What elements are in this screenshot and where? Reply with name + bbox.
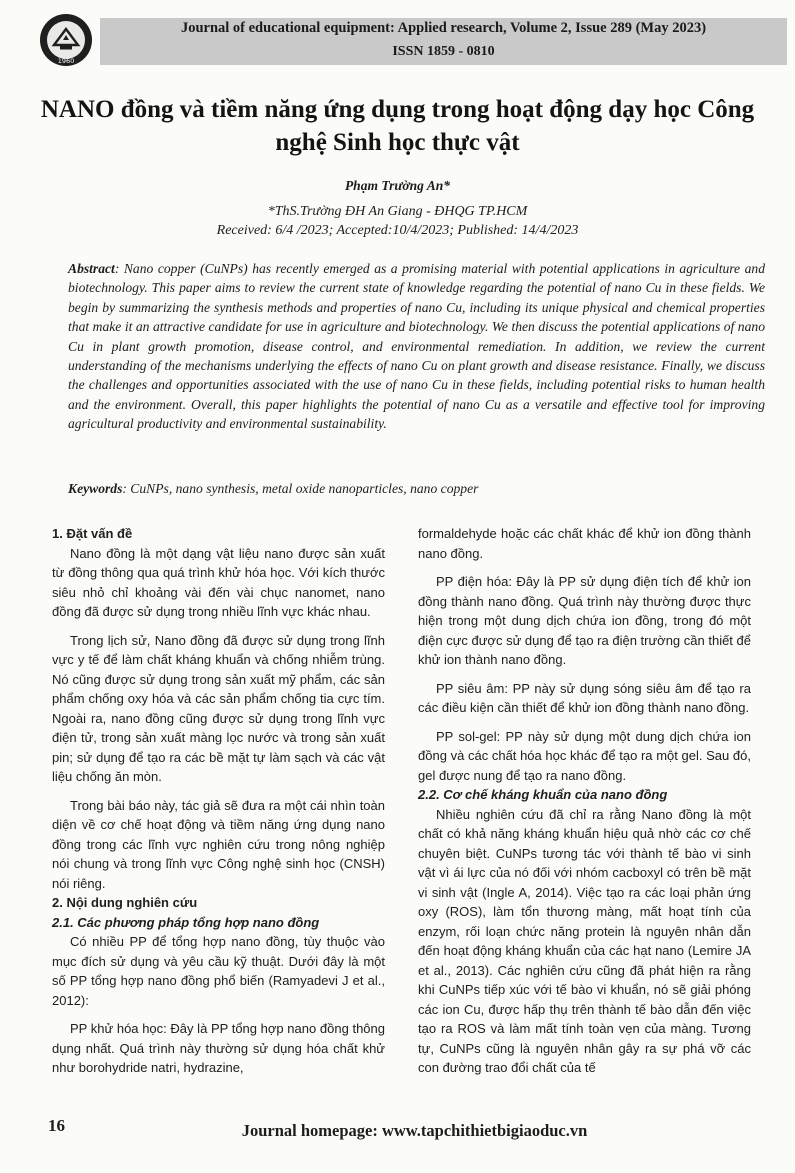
abstract <box>68 259 765 434</box>
page-number: 16 <box>48 1116 65 1135</box>
paragraph: Nano đồng là một dạng vật liệu nano được sản xuất từ đồng thông qua quá trình khử hóa học. Với kích thước siêu nhỏ chỉ khoảng vài đến vài chục nanomet, nano đồng đã được sử dụng trong nhiều lĩnh vực khác nhau. <box>52 545 385 619</box>
logo-year: 1960 <box>57 57 75 65</box>
affiliation: *ThS.Trường ĐH An Giang - ĐHQG TP.HCM <box>267 204 528 219</box>
paragraph: Nhiều nghiên cứu đã chỉ ra rằng Nano đồng là một chất có khả năng kháng khuẩn hiệu quả nhờ các cơ chế chuyên biệt. CuNPs tương tác với thành tế bào vi sinh vật vì ái lực của nó đối với nhóm cacboxyl có trên bề mặt vi sinh vật (Ingle A, 2014). Việc tạo ra các loại phản ứng oxy (ROS), làm tổn thương màng, mất hoạt tính của enzym, rối loạn chức năng protein là nguyên nhân dẫn đến hoạt động kháng khuẩn của các hạt nano (Lemire JA et al., 2013). Các nghiên cứu cũng đã phát hiện ra rằng khi CuNPs tiếp xúc với tế bào vi khuẩn, nó sẽ giải phóng các ion Cu, được hấp thụ trên thành tế bào dẫn đến việc tạo ra ROS và làm mất tính toàn vẹn của màng. Tương tự, CuNPs cũng là nguyên nhân gây ra sự phá vỡ các con đường trao đổi chất của tế <box>418 806 751 1075</box>
section-heading: 1. Đặt vấn đề <box>52 526 133 541</box>
author: Phạm Trường An* <box>344 178 451 193</box>
abstract-text: : Nano copper (CuNPs) has recently emerged as a promising material with potential applications in agriculture and biotechnology. This paper aims to review the current state of knowledge regarding the potential of nano Cu in these fields. We begin by summarizing the synthesis methods and properties of nano Cu, including its unique physical and chemical properties that make it an attractive candidate for use in agriculture and biotechnology. We then discuss the potential applications of nano Cu in plant growth promotion, disease control, and environmental remediation. In addition, we review the current understanding of the mechanisms underlying the effects of nano Cu on plant growth and disease resistance. Finally, we discuss the challenges and opportunities associated with the use of nano Cu in these fields, including potential risks to human health and the environment. Overall, this paper highlights the potential of nano Cu as a versatile and effective tool for improving agricultural productivity and environmental sustainability. <box>68 261 765 432</box>
paragraph: PP siêu âm: PP này sử dụng sóng siêu âm để tạo ra các điều kiện cần thiết để khử ion đồng thành nano đồng. <box>418 680 751 715</box>
article-title: NANO đồng và tiềm năng ứng dụng trong hoạt động dạy học Công nghệ Sinh học thực vật <box>40 96 755 156</box>
paragraph: PP điện hóa: Đây là PP sử dụng điện tích để khử ion đồng thành nano đồng. Quá trình này thường được thực hiện trong một dung dịch chứa ion đồng, trong đó một điện cực được sử dụng để tạo ra điện trường cần thiết để khử ion thành nano đồng. <box>418 574 751 667</box>
journal-logo <box>38 12 94 68</box>
publication-dates: Received: 6/4 /2023; Accepted:10/4/2023; Published: 14/4/2023 <box>216 223 579 238</box>
journal-info: Journal of educational equipment: Applied research, Volume 2, Issue 289 (May 2023) <box>180 20 707 36</box>
journal-homepage: Journal homepage: www.tapchithietbigiaoduc.vn <box>241 1121 588 1140</box>
body-column-left <box>52 524 385 1078</box>
subsection-heading: 2.2. Cơ chế kháng khuẩn của nano đồng <box>418 787 668 802</box>
paragraph: PP sol-gel: PP này sử dụng một dung dịch chứa ion đồng và các chất hóa học khác để tạo ra một gel. Sau đó, gel được nung để tạo ra nano đồng. <box>418 728 751 783</box>
subsection-heading: 2.1. Các phương pháp tổng hợp nano đồng <box>52 914 320 930</box>
paragraph: Có nhiều PP để tổng hợp nano đồng, tùy thuộc vào mục đích sử dụng và yêu cầu kỹ thuật. Dưới đây là một số PP tổng hợp nano đồng phổ biến (Ramyadevi J et al., 2012): <box>52 934 385 1008</box>
paragraph: PP khử hóa học: Đây là PP tổng hợp nano đồng thông dụng nhất. Quá trình này thường sử dụng hóa chất khử như borohydride natri, hydrazine, <box>52 1021 385 1075</box>
abstract-label: Abstract <box>68 261 115 276</box>
header-band <box>100 18 787 65</box>
keywords-label: Keywords <box>68 481 123 496</box>
issn: ISSN 1859 - 0810 <box>392 44 495 59</box>
section-heading: 2. Nội dung nghiên cứu <box>52 895 198 910</box>
body-column-right <box>418 524 751 1078</box>
paragraph: Trong lịch sử, Nano đồng đã được sử dụng trong lĩnh vực y tế để làm chất kháng khuẩn và chống nhiễm trùng. Nó cũng được sử dụng trong sản xuất mỹ phẩm, các sản phẩm chống oxy hóa và các sản phẩm chống tia cực tím. Ngoài ra, nano đồng cũng được sử dụng trong lĩnh vực điện tử, trong sản xuất màng lọc nước và trong sản xuất pin; sử dụng để tạo ra các bề mặt tự làm sạch và các vật liệu chống ăn mòn. <box>52 632 385 784</box>
keywords <box>68 481 765 497</box>
paragraph: formaldehyde hoặc các chất khác để khử ion đồng thành nano đồng. <box>418 526 751 561</box>
keywords-text: : CuNPs, nano synthesis, metal oxide nanoparticles, nano copper <box>122 481 479 496</box>
paragraph: Trong bài báo này, tác giả sẽ đưa ra một cái nhìn toàn diện về cơ chế hoạt động và tiềm năng ứng dụng nano đồng trong các lĩnh vực nghiên cứu trong nông nghiệp nói chung và trong lĩnh vực Công nghệ sinh học (CNSH) nói riêng. <box>52 797 385 891</box>
